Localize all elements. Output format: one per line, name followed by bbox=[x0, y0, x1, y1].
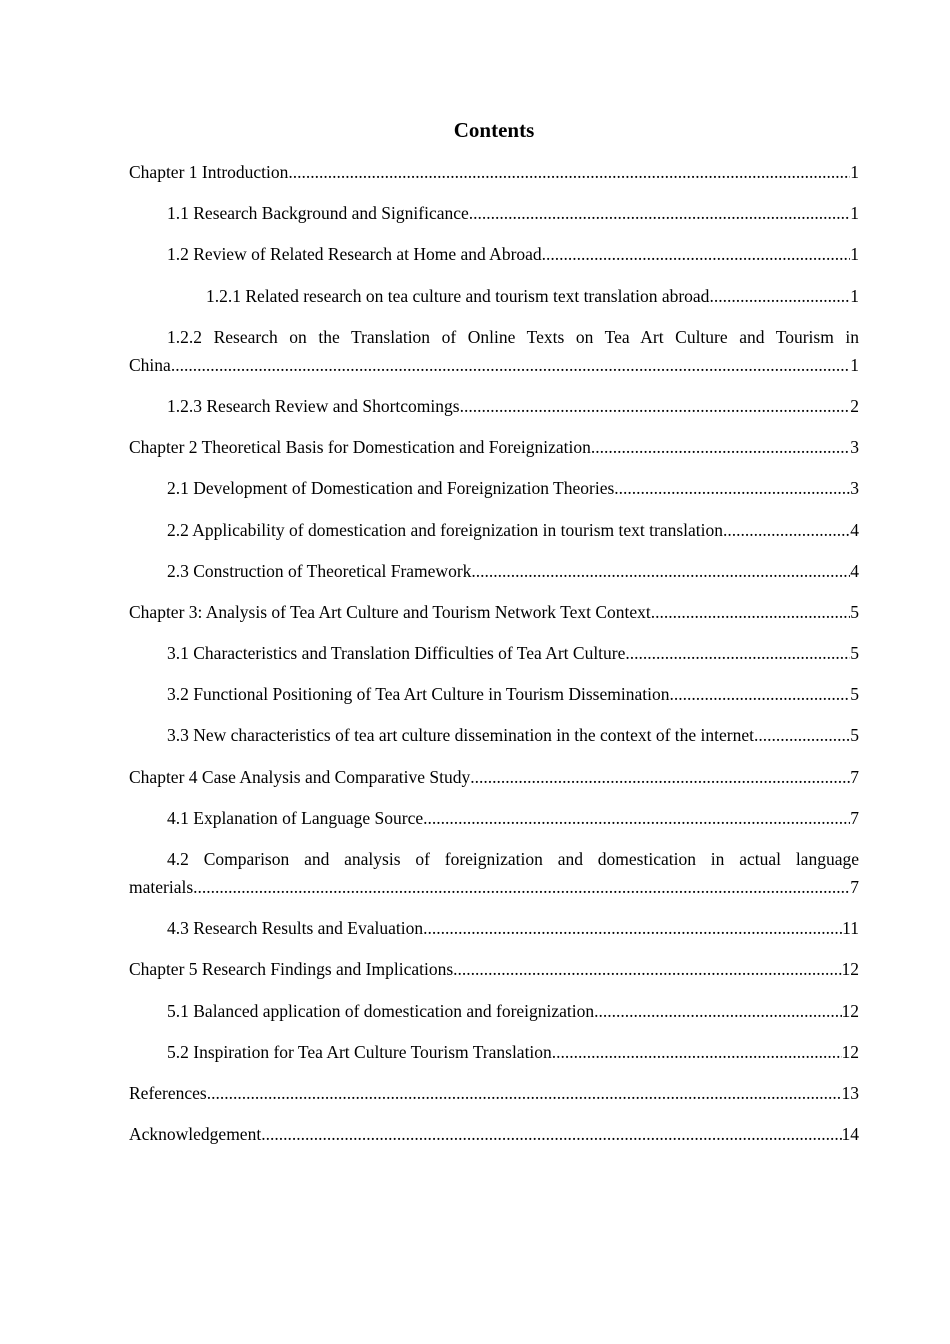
dot-leader bbox=[723, 516, 850, 544]
dot-leader bbox=[651, 598, 851, 626]
toc-entry-title-continued: materials bbox=[129, 877, 194, 897]
dot-leader bbox=[669, 680, 850, 708]
toc-entry[interactable] bbox=[129, 721, 859, 749]
toc-entry-title: 3.3 New characteristics of tea art culture dissemination in the context of the internet bbox=[167, 725, 755, 746]
toc-entry-page-number: 4 bbox=[850, 560, 859, 581]
toc-entry-page-number: 1 bbox=[850, 162, 859, 182]
dot-leader bbox=[207, 1079, 842, 1107]
toc-entry-title: 1.2 Review of Related Research at Home and Abroad bbox=[167, 244, 542, 265]
toc-entry-page-number: 1 bbox=[850, 285, 859, 306]
toc-entry[interactable] bbox=[129, 1120, 859, 1148]
toc-entry[interactable] bbox=[129, 598, 859, 626]
toc-entry[interactable] bbox=[129, 474, 859, 502]
dot-leader bbox=[471, 557, 850, 585]
dot-leader bbox=[625, 639, 850, 667]
toc-entry-title: References bbox=[129, 1082, 207, 1103]
toc-entry[interactable] bbox=[129, 845, 859, 901]
toc-entry-page-number: 1 bbox=[850, 203, 859, 224]
toc-entry-continuation bbox=[129, 873, 859, 901]
toc-entry-title: 3.1 Characteristics and Translation Difficulties of Tea Art Culture bbox=[167, 643, 626, 664]
toc-entry-title: 1.2.1 Related research on tea culture and tourism text translation abroad bbox=[206, 285, 710, 306]
toc-entry[interactable] bbox=[129, 1038, 859, 1066]
toc-entry-page-number: 5 bbox=[850, 684, 859, 705]
toc-entry-page-number: 7 bbox=[850, 766, 859, 787]
toc-entry[interactable] bbox=[129, 282, 859, 310]
toc-entry-page-number: 3 bbox=[850, 437, 859, 458]
toc-entry[interactable] bbox=[129, 680, 859, 708]
toc-entry-page-number: 4 bbox=[850, 519, 859, 540]
toc-entry-page-number: 5 bbox=[850, 725, 859, 746]
toc-entry-page-number: 7 bbox=[850, 807, 859, 828]
toc-entry-page-number: 11 bbox=[842, 918, 859, 939]
toc-entry-page-number: 3 bbox=[850, 478, 859, 499]
toc-entry-title: Chapter 4 Case Analysis and Comparative Study bbox=[129, 766, 471, 787]
dot-leader bbox=[594, 997, 841, 1025]
toc-entry-page-number: 1 bbox=[850, 354, 859, 375]
toc-entry-title: 2.2 Applicability of domestication and foreignization in tourism text translation bbox=[167, 519, 724, 540]
toc-entry-page-number: 2 bbox=[850, 395, 859, 416]
dot-leader bbox=[591, 433, 850, 461]
toc-entry-page-number: 5 bbox=[850, 601, 859, 622]
toc-entry[interactable] bbox=[129, 433, 859, 461]
dot-leader bbox=[288, 158, 850, 186]
toc-entry[interactable] bbox=[129, 516, 859, 544]
toc-entry[interactable] bbox=[129, 199, 859, 227]
toc-entry[interactable] bbox=[129, 323, 859, 379]
dot-leader bbox=[709, 282, 850, 310]
toc-entry[interactable] bbox=[129, 997, 859, 1025]
dot-leader bbox=[193, 873, 850, 901]
toc-entry-page-number: 7 bbox=[850, 877, 859, 897]
toc-entry-title: 1.2.2 Research on the Translation of Online Texts on Tea Art Culture and Tourism in bbox=[167, 326, 859, 347]
toc-entry-title: 4.2 Comparison and analysis of foreignization and domestication in actual language bbox=[167, 849, 859, 869]
toc-entry-page-number: 12 bbox=[841, 1000, 859, 1021]
toc-entry-title: 4.3 Research Results and Evaluation bbox=[167, 918, 424, 939]
dot-leader bbox=[542, 240, 851, 268]
toc-entry-page-number: 12 bbox=[841, 959, 859, 980]
toc-entry-title: Chapter 3: Analysis of Tea Art Culture and Tourism Network Text Context bbox=[129, 601, 651, 622]
toc-entry-title: 3.2 Functional Positioning of Tea Art Culture in Tourism Dissemination bbox=[167, 684, 670, 705]
dot-leader bbox=[614, 474, 850, 502]
toc-entry[interactable] bbox=[129, 158, 859, 186]
toc-entry[interactable] bbox=[129, 392, 859, 420]
toc-entry-page-number: 14 bbox=[841, 1124, 859, 1145]
dot-leader bbox=[469, 199, 850, 227]
toc-entry-title: 1.1 Research Background and Significance bbox=[167, 203, 469, 224]
toc-list bbox=[129, 158, 859, 1161]
toc-entry-title: 2.1 Development of Domestication and Foreignization Theories bbox=[167, 478, 615, 499]
toc-entry-continuation bbox=[129, 351, 859, 379]
toc-entry-page-number: 13 bbox=[841, 1082, 859, 1103]
toc-entry-page-number: 12 bbox=[841, 1041, 859, 1062]
page-title: Contents bbox=[453, 118, 535, 142]
toc-entry-title: 1.2.3 Research Review and Shortcomings bbox=[167, 395, 460, 416]
toc-entry-title: 2.3 Construction of Theoretical Framework bbox=[167, 560, 472, 581]
dot-leader bbox=[423, 804, 850, 832]
dot-leader bbox=[470, 763, 850, 791]
toc-entry[interactable] bbox=[129, 1079, 859, 1107]
toc-entry[interactable] bbox=[129, 914, 859, 942]
toc-entry-title: Acknowledgement bbox=[129, 1124, 262, 1145]
dot-leader bbox=[261, 1120, 841, 1148]
toc-entry[interactable] bbox=[129, 804, 859, 832]
toc-entry-title-continued: China bbox=[129, 354, 171, 375]
toc-entry[interactable] bbox=[129, 557, 859, 585]
toc-entry-title: Chapter 2 Theoretical Basis for Domestication and Foreignization bbox=[129, 437, 591, 458]
toc-entry-title: 5.2 Inspiration for Tea Art Culture Tourism Translation bbox=[167, 1041, 552, 1062]
dot-leader bbox=[460, 392, 851, 420]
dot-leader bbox=[171, 351, 850, 379]
toc-entry[interactable] bbox=[129, 955, 859, 983]
toc-entry[interactable] bbox=[129, 639, 859, 667]
dot-leader bbox=[552, 1038, 842, 1066]
dot-leader bbox=[453, 955, 841, 983]
dot-leader bbox=[754, 721, 850, 749]
toc-entry[interactable] bbox=[129, 240, 859, 268]
toc-entry-title: Chapter 1 Introduction bbox=[129, 162, 289, 182]
toc-entry-page-number: 1 bbox=[850, 244, 859, 265]
toc-entry[interactable] bbox=[129, 763, 859, 791]
toc-entry-title: Chapter 5 Research Findings and Implications bbox=[129, 959, 454, 980]
toc-entry-title: 4.1 Explanation of Language Source bbox=[167, 807, 424, 828]
dot-leader bbox=[423, 914, 842, 942]
toc-entry-page-number: 5 bbox=[850, 643, 859, 664]
toc-entry-title: 5.1 Balanced application of domestication and foreignization bbox=[167, 1000, 595, 1021]
